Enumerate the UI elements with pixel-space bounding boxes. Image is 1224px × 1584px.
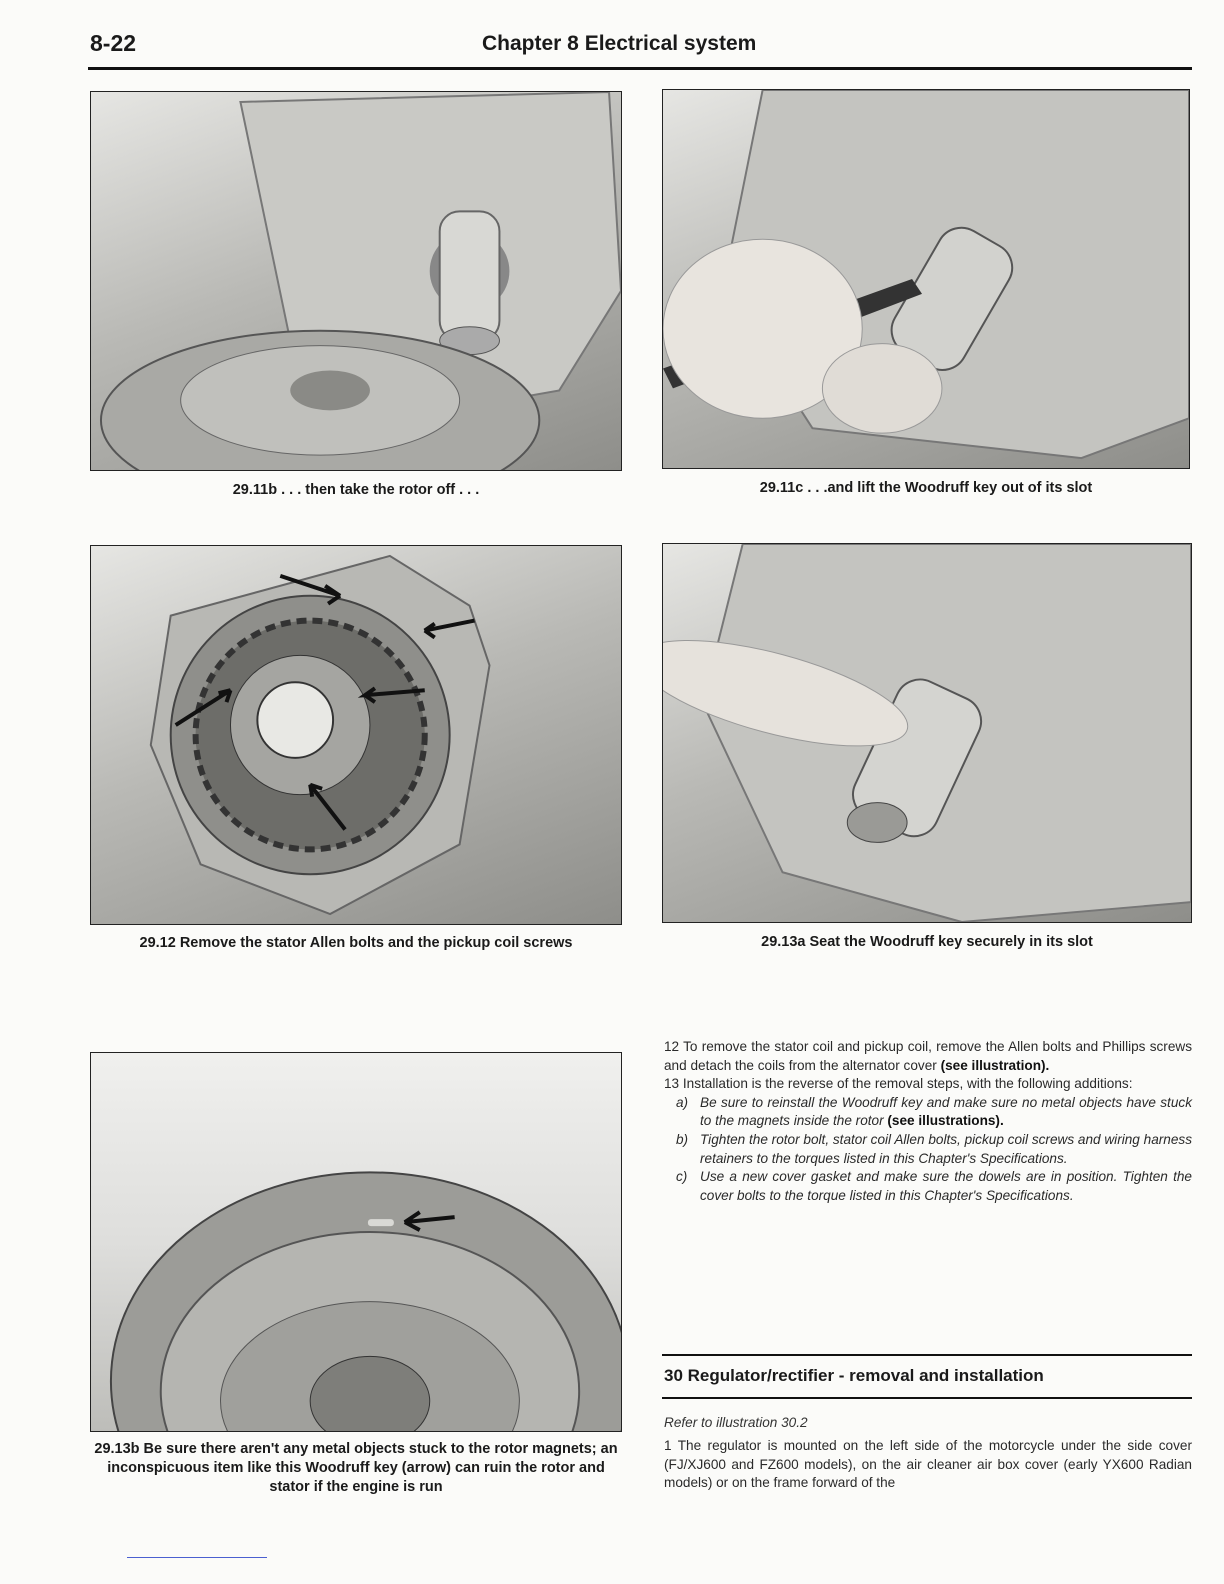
figure-caption-29-13b: 29.13b Be sure there aren't any metal objects stuck to the rotor magnets; an inconspicuous item like this Woodruff key (arrow) can ruin the rotor and stator if the engine is run (94, 1441, 618, 1495)
section-rule-bottom (662, 1397, 1192, 1399)
installation-step-a (664, 1094, 1192, 1131)
installation-steps (664, 1094, 1192, 1206)
step-text: Use a new cover gasket and make sure the dowels are in position. Tighten the cover bolts to the torque listed in this Chapter's Specifications. (700, 1169, 1192, 1203)
photo-rotor-magnets (90, 1052, 622, 1432)
step-marker: b) (676, 1131, 689, 1147)
section-rule-top (662, 1354, 1192, 1356)
photo-woodruff-key-lift (662, 89, 1190, 469)
step-text: Tighten the rotor bolt, stator coil Allen bolts, pickup coil screws and wiring harness retainers to the torques listed in this Chapter's Specifications. (700, 1131, 1193, 1166)
step-marker: a) (676, 1094, 689, 1110)
step-text: Be sure to reinstall the Woodruff key and make sure no metal objects have stuck to the magnets inside the rotor (700, 1094, 1192, 1129)
figure-caption-29-13a: 29.13a Seat the Woodruff key securely in its slot (761, 934, 1093, 950)
installation-step-c (664, 1168, 1192, 1205)
body-text-column (664, 1038, 1192, 1205)
footer-link-line (127, 1557, 267, 1558)
paragraph-13: 13 Installation is the reverse of the removal steps, with the following additions: (664, 1076, 1133, 1092)
figure-caption-29-12: 29.12 Remove the stator Allen bolts and the pickup coil screws (139, 935, 573, 951)
figure-caption-29-11c: 29.11c . . .and lift the Woodruff key out of its slot (759, 480, 1093, 496)
page-number: 8-22 (90, 30, 137, 56)
paragraph-12-text: 12 To remove the stator coil and pickup coil, remove the Allen bolts and Phillips screws and detach the coils from the alternator cover (664, 1039, 1192, 1073)
installation-step-b (664, 1131, 1192, 1168)
photo-woodruff-key-seat (662, 543, 1192, 923)
photo-rotor-removal (90, 91, 622, 471)
section-heading-30: 30 Regulator/rectifier - removal and installation (664, 1366, 1044, 1385)
step-marker: c) (676, 1169, 688, 1185)
paragraph-12 (664, 1038, 1192, 1075)
photo-stator-bolts (90, 545, 622, 925)
illustration-reference: Refer to illustration 30.2 (664, 1415, 808, 1430)
header-rule (88, 67, 1192, 70)
section-30-paragraph-1: 1 The regulator is mounted on the left side of the motorcycle under the side cover (FJ/XJ600 and FZ600 models), on the air cleaner air box cover (early YX600 Radian models) or on the frame forward of the (664, 1438, 1192, 1491)
step-illustration-ref: (see illustrations). (887, 1113, 1004, 1129)
figure-caption-29-11b: 29.11b . . . then take the rotor off . . . (232, 482, 480, 498)
chapter-title: Chapter 8 Electrical system (482, 32, 757, 55)
paragraph-12-illustration-ref: (see illustration). (940, 1057, 1050, 1073)
